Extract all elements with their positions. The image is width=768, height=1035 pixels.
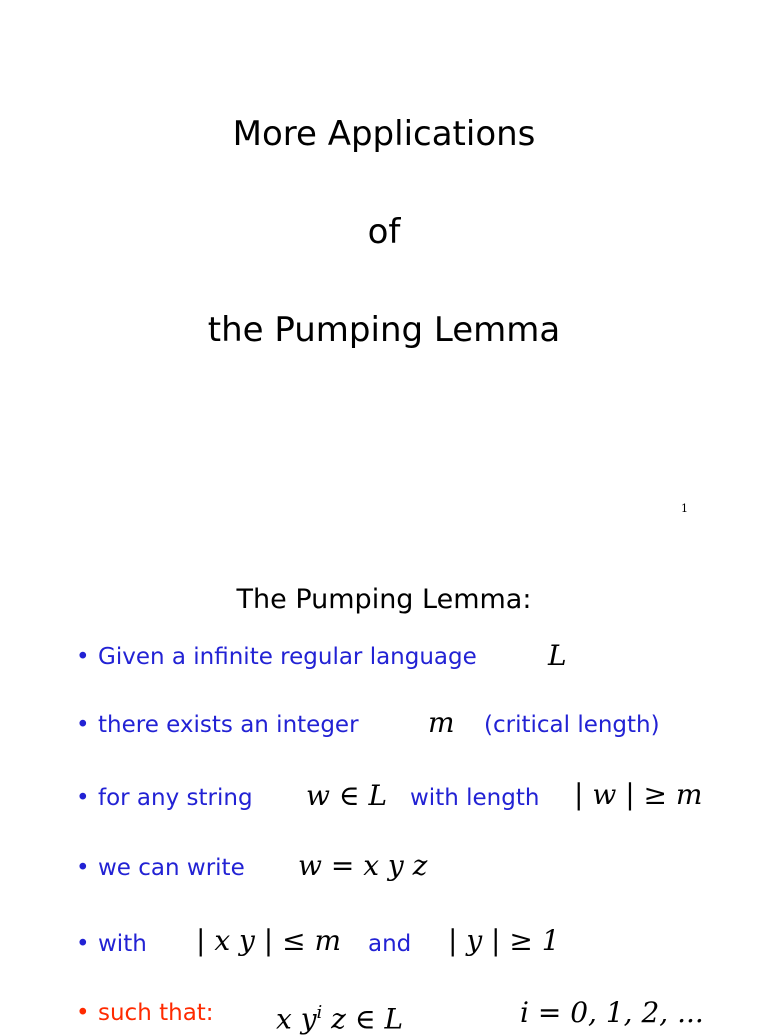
bullet-3-after: with length [410, 785, 540, 811]
bullet-2-math: m [428, 706, 455, 739]
slide-2 [0, 540, 768, 1035]
slide-title-line-3: the Pumping Lemma [207, 310, 561, 350]
bullet-dot: • [76, 644, 90, 670]
bullet-5-after: and [368, 931, 412, 957]
bullet-2 [76, 710, 359, 744]
bullet-1-math: L [548, 639, 567, 672]
bullet-6-math-end: z ∈ L [322, 1002, 404, 1035]
bullet-3-math-2: | w | ≥ m [574, 778, 703, 811]
bullet-1-text: Given a infinite regular language [98, 644, 477, 670]
slide-title-line-2: of [367, 212, 401, 252]
bullet-dot: • [76, 1000, 90, 1026]
bullet-3-text: for any string [98, 785, 253, 811]
bullet-dot: • [76, 712, 90, 738]
bullet-4-text: we can write [98, 855, 245, 881]
bullet-6-text: such that: [98, 1000, 214, 1026]
bullet-1 [76, 642, 477, 676]
bullet-5-math: | x y | ≤ m [196, 924, 341, 957]
slide-2-title: The Pumping Lemma: [236, 584, 532, 615]
bullet-6 [76, 998, 214, 1032]
bullet-3 [76, 783, 253, 817]
bullet-6-math-base: x y [276, 1002, 317, 1035]
bullet-5-math-2: | y | ≥ 1 [448, 924, 560, 957]
bullet-3-math: w ∈ L [306, 779, 388, 812]
bullet-2-note: (critical length) [484, 712, 660, 738]
bullet-dot: • [76, 785, 90, 811]
bullet-dot: • [76, 855, 90, 881]
bullet-5-text: with [98, 931, 147, 957]
bullet-4-math: w = x y z [298, 849, 428, 882]
slide-title-line-1: More Applications [232, 114, 536, 154]
bullet-6-math-sup: i [316, 1002, 323, 1023]
bullet-6-math [276, 998, 403, 1034]
page-number: 1 [681, 502, 688, 515]
bullet-2-text: there exists an integer [98, 712, 359, 738]
bullet-6-math-2: i = 0, 1, 2, ... [520, 996, 704, 1029]
bullet-dot: • [76, 931, 90, 957]
bullet-4 [76, 853, 245, 887]
bullet-5 [76, 929, 147, 963]
